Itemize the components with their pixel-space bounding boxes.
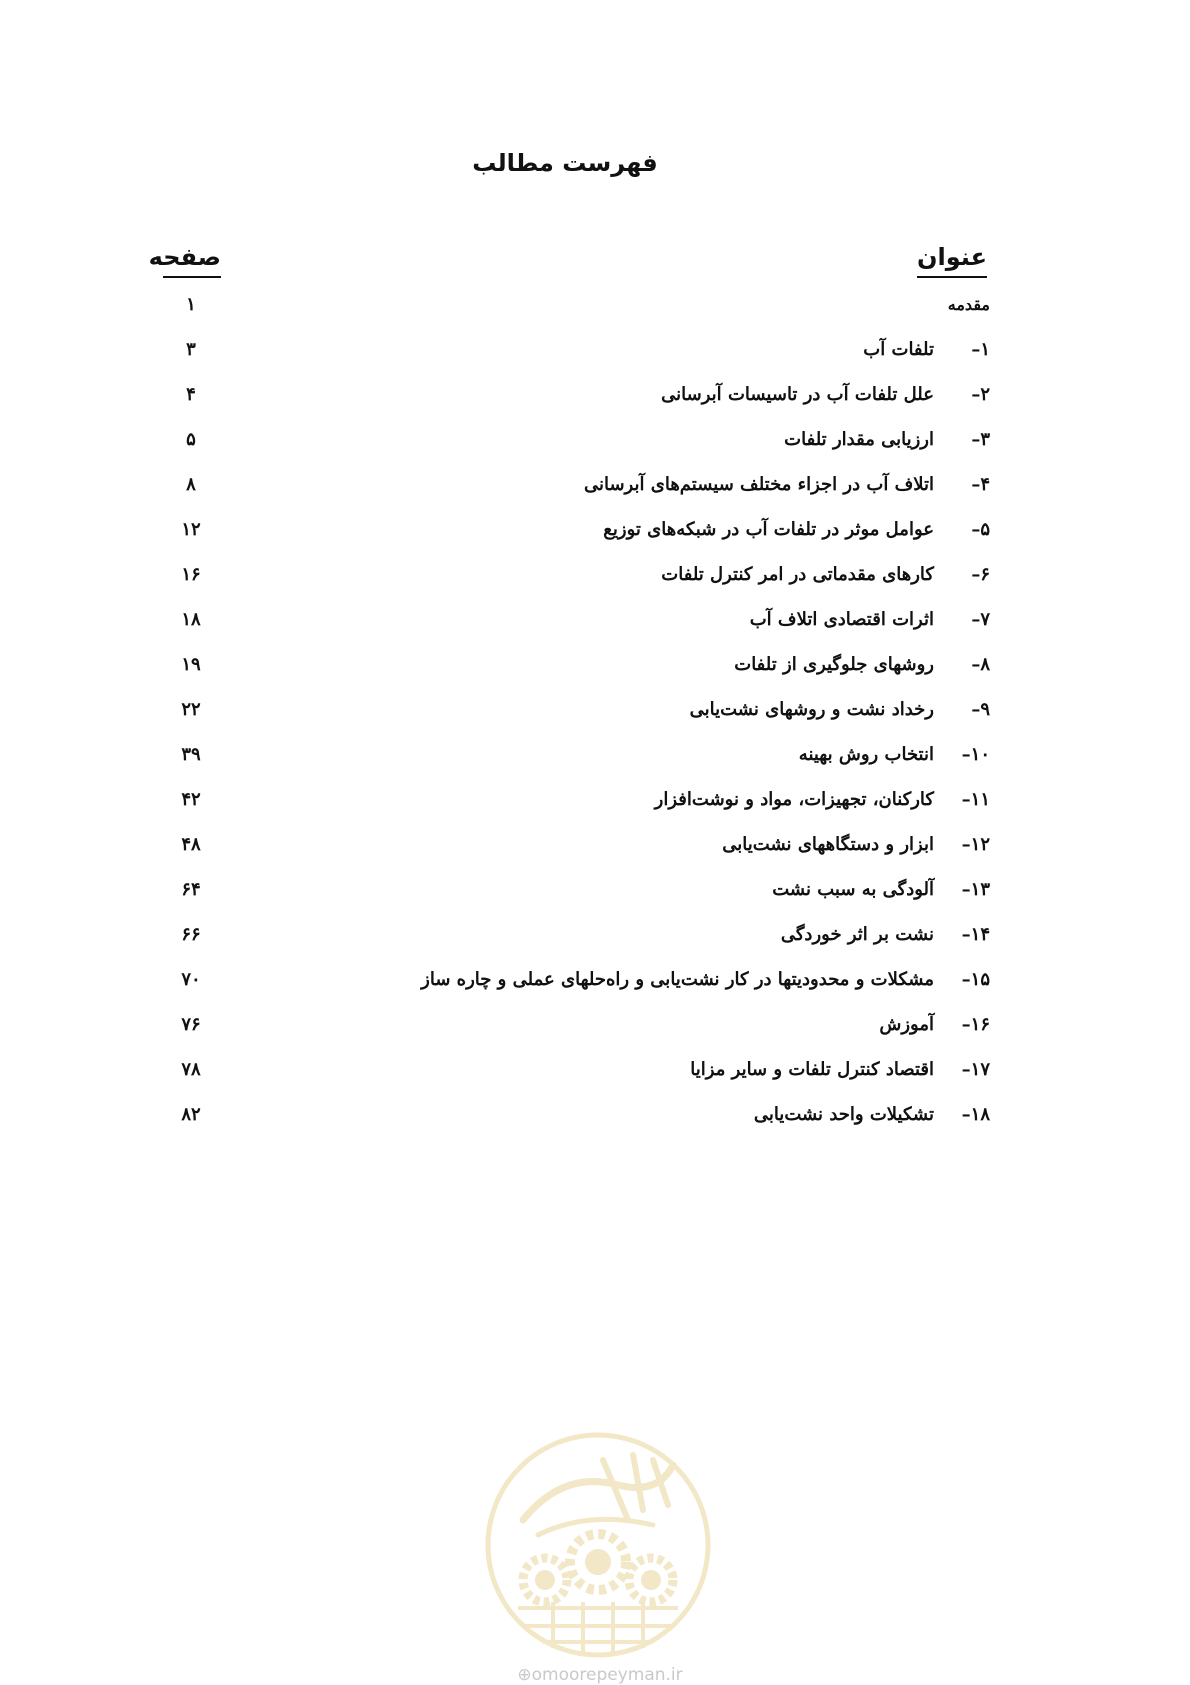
toc-entry-title: ابزار و دستگاههای نشت‌یابی [722, 834, 934, 855]
toc-entry-page: ۸ [186, 474, 196, 495]
toc-entry-title: تلفات آب [863, 339, 934, 360]
toc-entry-page: ۴۸ [181, 834, 201, 855]
toc-entry-number: ۸– [971, 654, 990, 675]
toc-entry [170, 642, 990, 687]
globe-icon: ⊕ [517, 1665, 532, 1685]
toc-entry-number: ۱۴– [961, 924, 990, 945]
toc-entry-title: اقتصاد کنترل تلفات و سایر مزایا [690, 1059, 934, 1080]
toc-entry-page: ۸۲ [181, 1104, 201, 1125]
toc-entry [170, 462, 990, 507]
toc-entry [170, 327, 990, 372]
toc-entry-number: ۴– [971, 474, 990, 495]
page-title: فهرست مطالب [472, 149, 658, 177]
toc-entry-number: ۳– [971, 429, 990, 450]
toc-entry [170, 867, 990, 912]
toc-entry-number: ۱– [971, 339, 990, 360]
toc-entry-page: ۴ [186, 384, 196, 405]
toc-entry-title: تشکیلات واحد نشت‌یابی [753, 1104, 934, 1125]
toc-entry-title: روشهای جلوگیری از تلفات [734, 654, 934, 675]
toc-entry-title: ارزیابی مقدار تلفات [784, 429, 934, 450]
toc-entry-number: ۲– [971, 384, 990, 405]
toc-entry-number: ۱۵– [961, 969, 990, 990]
toc-entry-page: ۵ [186, 429, 196, 450]
toc-entry [170, 732, 990, 777]
watermark-site-label: omoorepeyman.ir [531, 1665, 683, 1685]
toc-entry-number: ۱۱– [961, 789, 990, 810]
toc-entry [170, 1047, 990, 1092]
toc-entry-title: کارهای مقدماتی در امر کنترل تلفات [661, 564, 934, 585]
toc-entry [170, 372, 990, 417]
toc-entry-number: ۱۸– [961, 1104, 990, 1125]
toc-entry-title: نشت بر اثر خوردگی [780, 924, 934, 945]
toc-entry-page: ۱۶ [181, 564, 201, 585]
toc-entry [170, 597, 990, 642]
toc-entry [170, 507, 990, 552]
toc-entry [170, 282, 990, 327]
toc-entry-title: آموزش [879, 1014, 934, 1035]
toc-entry-page: ۳ [186, 339, 196, 360]
toc-entry-title: مقدمه [947, 295, 990, 314]
toc-entry-title: انتخاب روش بهینه [798, 744, 934, 765]
toc-entry [170, 777, 990, 822]
table-of-contents [170, 282, 990, 1137]
title-column-header: عنوان [917, 240, 987, 278]
toc-entry-page: ۱۹ [181, 654, 201, 675]
toc-entry [170, 912, 990, 957]
toc-entry-page: ۱ [186, 294, 196, 315]
toc-entry-number: ۱۰– [961, 744, 990, 765]
toc-entry-number: ۵– [971, 519, 990, 540]
toc-entry-number: ۱۶– [961, 1014, 990, 1035]
watermark-logo [483, 1430, 713, 1660]
toc-entry-number: ۷– [971, 609, 990, 630]
toc-entry-title: اتلاف آب در اجزاء مختلف سیستم‌های آبرسانی [583, 474, 934, 495]
toc-entry [170, 1002, 990, 1047]
toc-entry-page: ۶۶ [181, 924, 201, 945]
toc-entry-title: عوامل موثر در تلفات آب در شبکه‌های توزیع [603, 519, 934, 540]
toc-entry-page: ۴۲ [181, 789, 201, 810]
toc-entry [170, 687, 990, 732]
toc-entry-title: اثرات اقتصادی اتلاف آب [749, 609, 934, 630]
toc-entry-page: ۱۸ [181, 609, 201, 630]
toc-entry-number: ۱۳– [961, 879, 990, 900]
toc-entry-page: ۷۶ [181, 1014, 201, 1035]
toc-entry-title: علل تلفات آب در تاسیسات آبرسانی [661, 384, 934, 405]
watermark-site-text [495, 1667, 705, 1684]
toc-entry [170, 552, 990, 597]
page-column-header: صفحه [163, 240, 221, 278]
toc-entry-page: ۶۴ [181, 879, 201, 900]
toc-entry-number: ۱۲– [961, 834, 990, 855]
toc-entry-title: کارکنان، تجهیزات، مواد و نوشت‌افزار [654, 789, 934, 810]
toc-entry-number: ۶– [971, 564, 990, 585]
toc-entry [170, 822, 990, 867]
toc-entry-number: ۹– [971, 699, 990, 720]
toc-entry-title: رخداد نشت و روشهای نشت‌یابی [689, 699, 934, 720]
toc-entry-title: آلودگی به سبب نشت [772, 879, 934, 900]
toc-entry [170, 417, 990, 462]
toc-entry-page: ۱۲ [181, 519, 201, 540]
toc-entry-page: ۷۰ [181, 969, 201, 990]
toc-entry-page: ۳۹ [181, 744, 201, 765]
toc-entry [170, 957, 990, 1002]
toc-entry-number: ۱۷– [961, 1059, 990, 1080]
toc-entry-page: ۲۲ [181, 699, 201, 720]
toc-entry-page: ۷۸ [181, 1059, 201, 1080]
toc-entry [170, 1092, 990, 1137]
toc-entry-title: مشکلات و محدودیتها در کار نشت‌یابی و راه‌حلهای عملی و چاره ساز [421, 969, 934, 990]
